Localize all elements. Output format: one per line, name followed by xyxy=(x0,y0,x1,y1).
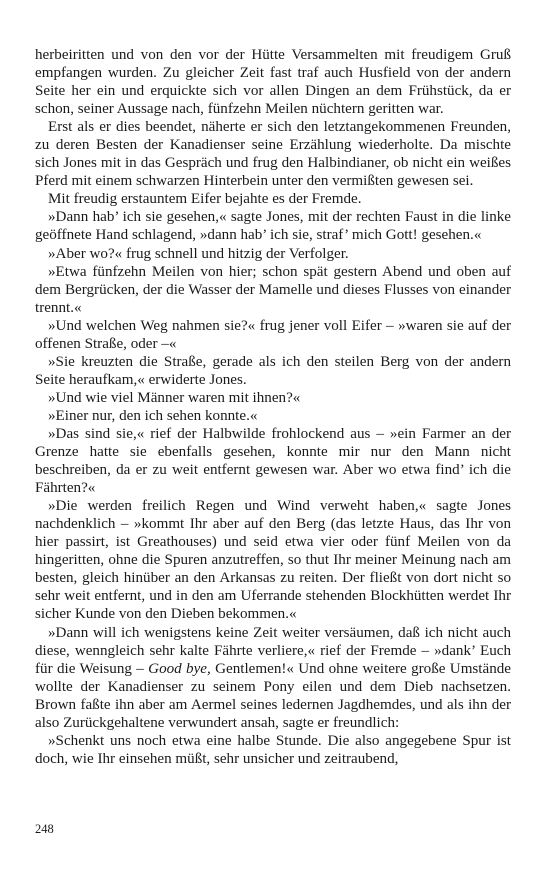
paragraph: »Und welchen Weg nahmen sie?« frug jener voll Eifer – »waren sie auf der offenen Straße, oder –« xyxy=(35,317,511,352)
paragraph xyxy=(35,624,511,732)
paragraph: »Einer nur, den ich sehen konnte.« xyxy=(48,407,258,424)
paragraph-continuation: herbeiritten und von den vor der Hütte Versammelten mit freudigem Gruß empfangen wurden. Zu gleicher Zeit fast traf auch Husfield von der andern Seite her ein und erquickte sich vor allen Dingen an dem Frühstück, da er schon, seiner Aussage nach, fünfzehn Meilen nüchtern geritten war. xyxy=(35,47,511,118)
paragraph: Erst als er dies beendet, näherte er sich den letztangekommenen Freunden, zu deren Besten der Kanadienser seine Erzählung wiederholte. Da mischte sich Jones mit in das Gespräch und frug den Halbindianer, ob nicht ein weißes Pferd mit einem schwarzen Hinterbein unter den vermißten gewesen sei. xyxy=(35,119,511,190)
paragraph: »Sie kreuzten die Straße, gerade als ich den steilen Berg von der andern Seite heraufkam,« erwiderte Jones. xyxy=(35,353,511,388)
paragraph: »Etwa fünfzehn Meilen von hier; schon spät gestern Abend und oben auf dem Bergrücken, der die Wasser der Mamelle und dieses Flusses von einander trennt.« xyxy=(35,263,511,316)
paragraph-text: »Dann will ich wenigstens keine Zeit weiter versäumen, daß ich nicht auch diese, wenngleich sehr kalte Fährte verliere,« rief der Fremde – »dank’ Euch für die Weisung – xyxy=(35,624,511,677)
paragraph: Mit freudig erstauntem Eifer bejahte es der Fremde. xyxy=(48,191,362,208)
paragraph: »Das sind sie,« rief der Halbwilde frohlockend aus – »ein Farmer an der Grenze hatte sie ebenfalls gesehen, konnte mir nur den Mann nicht beschreiben, da er zu weit entfernt gewesen war. Aber wo etwa find’ ich die Fährten?« xyxy=(35,425,511,497)
paragraph-text: Gentlemen!« Und ohne weitere große Umstände wollte der Kanadienser zu seinem Pony eilen und dem Dieb nachsetzen. Brown faßte ihn aber am Aermel seines ledernen Jagdhemdes, und als ihn der also Zurückgehaltene verwundert ansah, sagte er freundlich: xyxy=(35,660,511,731)
body-text xyxy=(35,46,511,768)
paragraph: »Die werden freilich Regen und Wind verweht haben,« sagte Jones nachdenklich – »kommt Ihr aber auf den Berg (das letzte Haus, das Ihr von hier passirt, ist Greathouses) und seid etwa vier oder fünf Meilen von da hingeritten, ohne die Spuren anzutreffen, so thut Ihr meiner Meinung nach am besten, gleich hinüber an den Arkansas zu reiten. Der fließt von dort nicht so sehr weit entfernt, und in den am Uferrande stehenden Blockhütten werdet Ihr sicher Kunde von den Dieben bekommen.« xyxy=(35,498,511,623)
paragraph: »Dann hab’ ich sie gesehen,« sagte Jones, mit der rechten Faust in die linke geöffnete Hand schlagend, »dann hab’ ich sie, straf’ mich Gott! gesehen.« xyxy=(35,209,511,244)
italic-phrase: Good bye, xyxy=(148,660,211,677)
page-number: 248 xyxy=(35,822,54,836)
paragraph: »Und wie viel Männer waren mit ihnen?« xyxy=(48,389,301,406)
paragraph: »Schenkt uns noch etwa eine halbe Stunde. Die also angegebene Spur ist doch, wie Ihr einsehen müßt, sehr unsicher und zeitraubend, xyxy=(35,732,511,767)
paragraph: »Aber wo?« frug schnell und hitzig der Verfolger. xyxy=(48,245,349,262)
